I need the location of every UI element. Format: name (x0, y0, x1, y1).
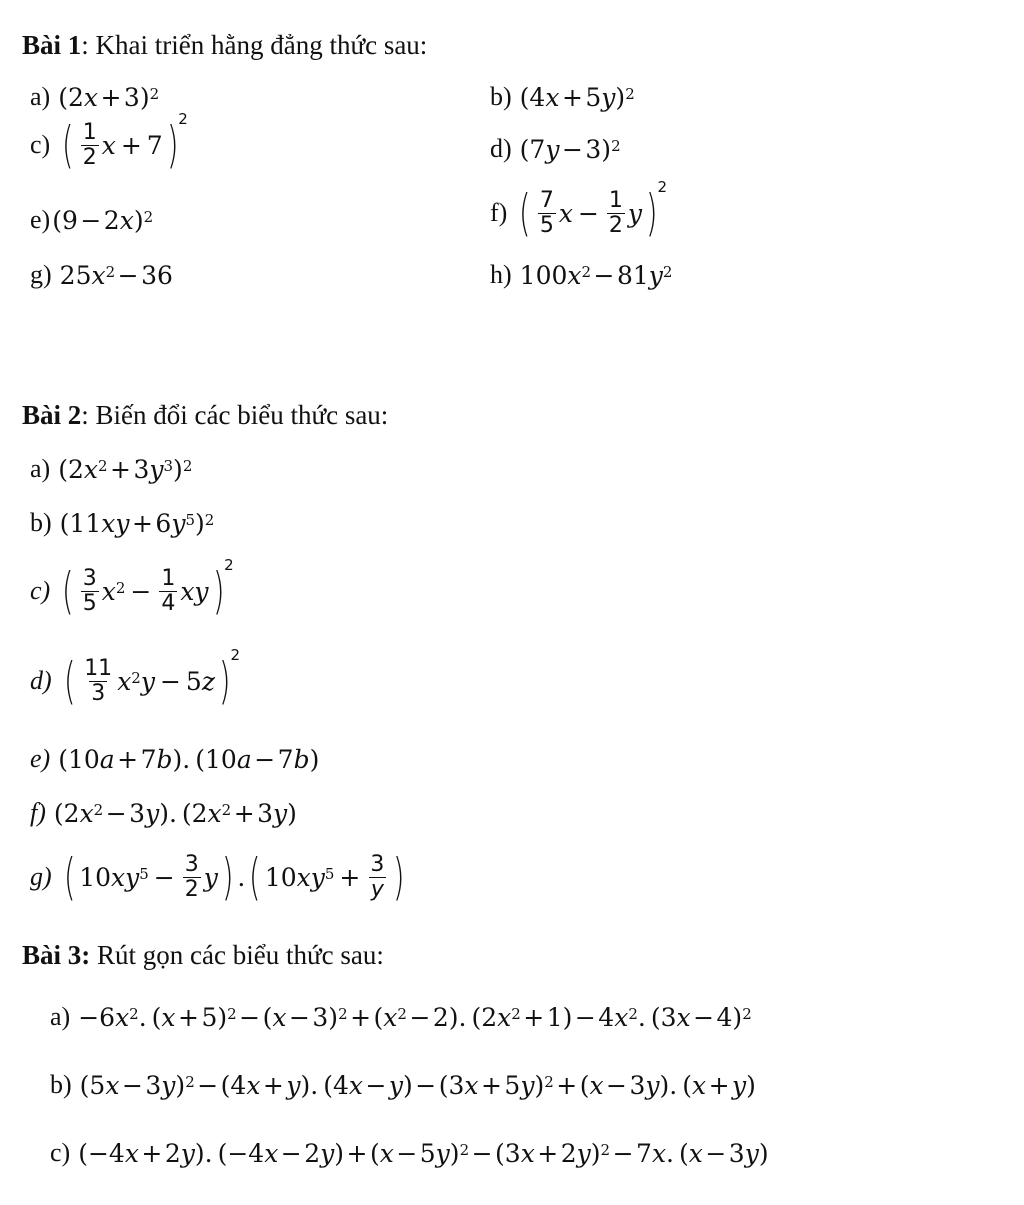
formula: (−4 x + 2 y ). (−4 x − 2 y ) + ( x − 5 y ) $^2$ − (3 x + 2 y ) $^2$ − 7 x . ( x − 3 y ) (78, 1138, 769, 1168)
item-label: e) (30, 205, 51, 234)
formula: ( 10 xy $^5$ − $\frac{3}{2}$ y ) . ( 10 xy $^5$ + $\frac{3}{y}$ ) (63, 848, 405, 906)
ex1-item-h (490, 262, 672, 288)
formula: (11 xy + 6 y $^5$ ) $^2$ (59, 508, 215, 538)
ex2-item-f (30, 800, 297, 826)
ex3-item-b (50, 1072, 756, 1098)
ex2-item-g (30, 848, 409, 906)
formula: (2 x $^2$ − 3 y ). (2 x $^2$ + 3 y ) (53, 798, 297, 828)
ex2-item-d (30, 646, 241, 710)
formula: ( $\frac{7}{5}$ x − $\frac{1}{2}$ y ) 2 (519, 178, 668, 242)
item-label: e) (30, 744, 51, 773)
formula: −6 x $^2$ . ( x + 5) $^2$ − ( x − 3) $^2$ + ( x $^2$ − 2). (2 x $^2$ + 1) − 4 x $^2$ . (3 x − 4) $^2$ (78, 1002, 752, 1032)
exercise-1-title (22, 30, 427, 61)
exercise-2-label: Bài 2 (22, 400, 82, 430)
ex2-item-c (30, 556, 234, 620)
exercise-1-instruction: : Khai triển hằng đẳng thức sau: (81, 30, 428, 60)
item-label: f) (490, 198, 508, 227)
formula: (2 x + 3) $^2$ (58, 82, 160, 112)
formula: ( $\frac{11}{3}$ x $^2$ y − 5 z ) 2 (63, 646, 241, 710)
exercise-2-instruction: : Biến đổi các biểu thức sau: (81, 400, 389, 430)
item-label: c) (30, 130, 51, 159)
ex3-item-a (50, 1004, 752, 1030)
formula: (2 x $^2$ + 3 y $^3$ ) $^2$ (58, 454, 193, 484)
item-label: a) (30, 82, 51, 111)
ex2-item-e (30, 746, 319, 772)
exercise-3-title (22, 940, 384, 971)
item-label: g) (30, 862, 52, 891)
item-label: g) (30, 260, 52, 289)
exercise-1-label: Bài 1 (22, 30, 82, 60)
formula: ( $\frac{1}{2}$ x + 7 ) 2 (62, 110, 188, 174)
formula: (5 x − 3 y ) $^2$ − (4 x + y ). (4 x − y ) − (3 x + 5 y ) $^2$ + ( x − 3 y ). ( x + y ) (79, 1070, 756, 1100)
ex1-item-b (490, 84, 635, 110)
ex1-item-e (30, 207, 153, 233)
ex3-item-c (50, 1140, 769, 1166)
ex1-item-d (490, 136, 621, 162)
exercise-3-label: Bài 3: (22, 940, 91, 970)
exercise-3-instruction: Rút gọn các biểu thức sau: (90, 940, 384, 970)
item-label: a) (30, 454, 51, 483)
formula: (9 − 2 x ) $^2$ (52, 205, 154, 235)
ex1-item-g (30, 262, 173, 288)
formula: ( $\frac{3}{5}$ x $^2$ − $\frac{1}{4}$ xy ) 2 (62, 556, 234, 620)
ex1-item-f (490, 178, 668, 242)
ex1-item-a (30, 84, 159, 110)
ex2-item-b (30, 510, 214, 536)
item-label: b) (490, 82, 512, 111)
item-label: h) (490, 260, 512, 289)
item-label: a) (50, 1002, 71, 1031)
formula: 25 x $^2$ − 36 (59, 260, 173, 290)
formula: (10 a + 7 b ). (10 a − 7 b ) (58, 744, 320, 774)
formula: (7 y − 3) $^2$ (519, 134, 621, 164)
formula: (4 x + 5 y ) $^2$ (519, 82, 635, 112)
formula: 100 x $^2$ − 81 y $^2$ (519, 260, 673, 290)
ex1-item-c (30, 110, 188, 174)
item-label: c) (50, 1138, 71, 1167)
item-label: f) (30, 798, 46, 827)
item-label: c) (30, 576, 51, 605)
item-label: b) (50, 1070, 72, 1099)
item-label: b) (30, 508, 52, 537)
exercise-2-title (22, 400, 388, 431)
item-label: d) (30, 666, 52, 695)
ex2-item-a (30, 456, 192, 482)
item-label: d) (490, 134, 512, 163)
